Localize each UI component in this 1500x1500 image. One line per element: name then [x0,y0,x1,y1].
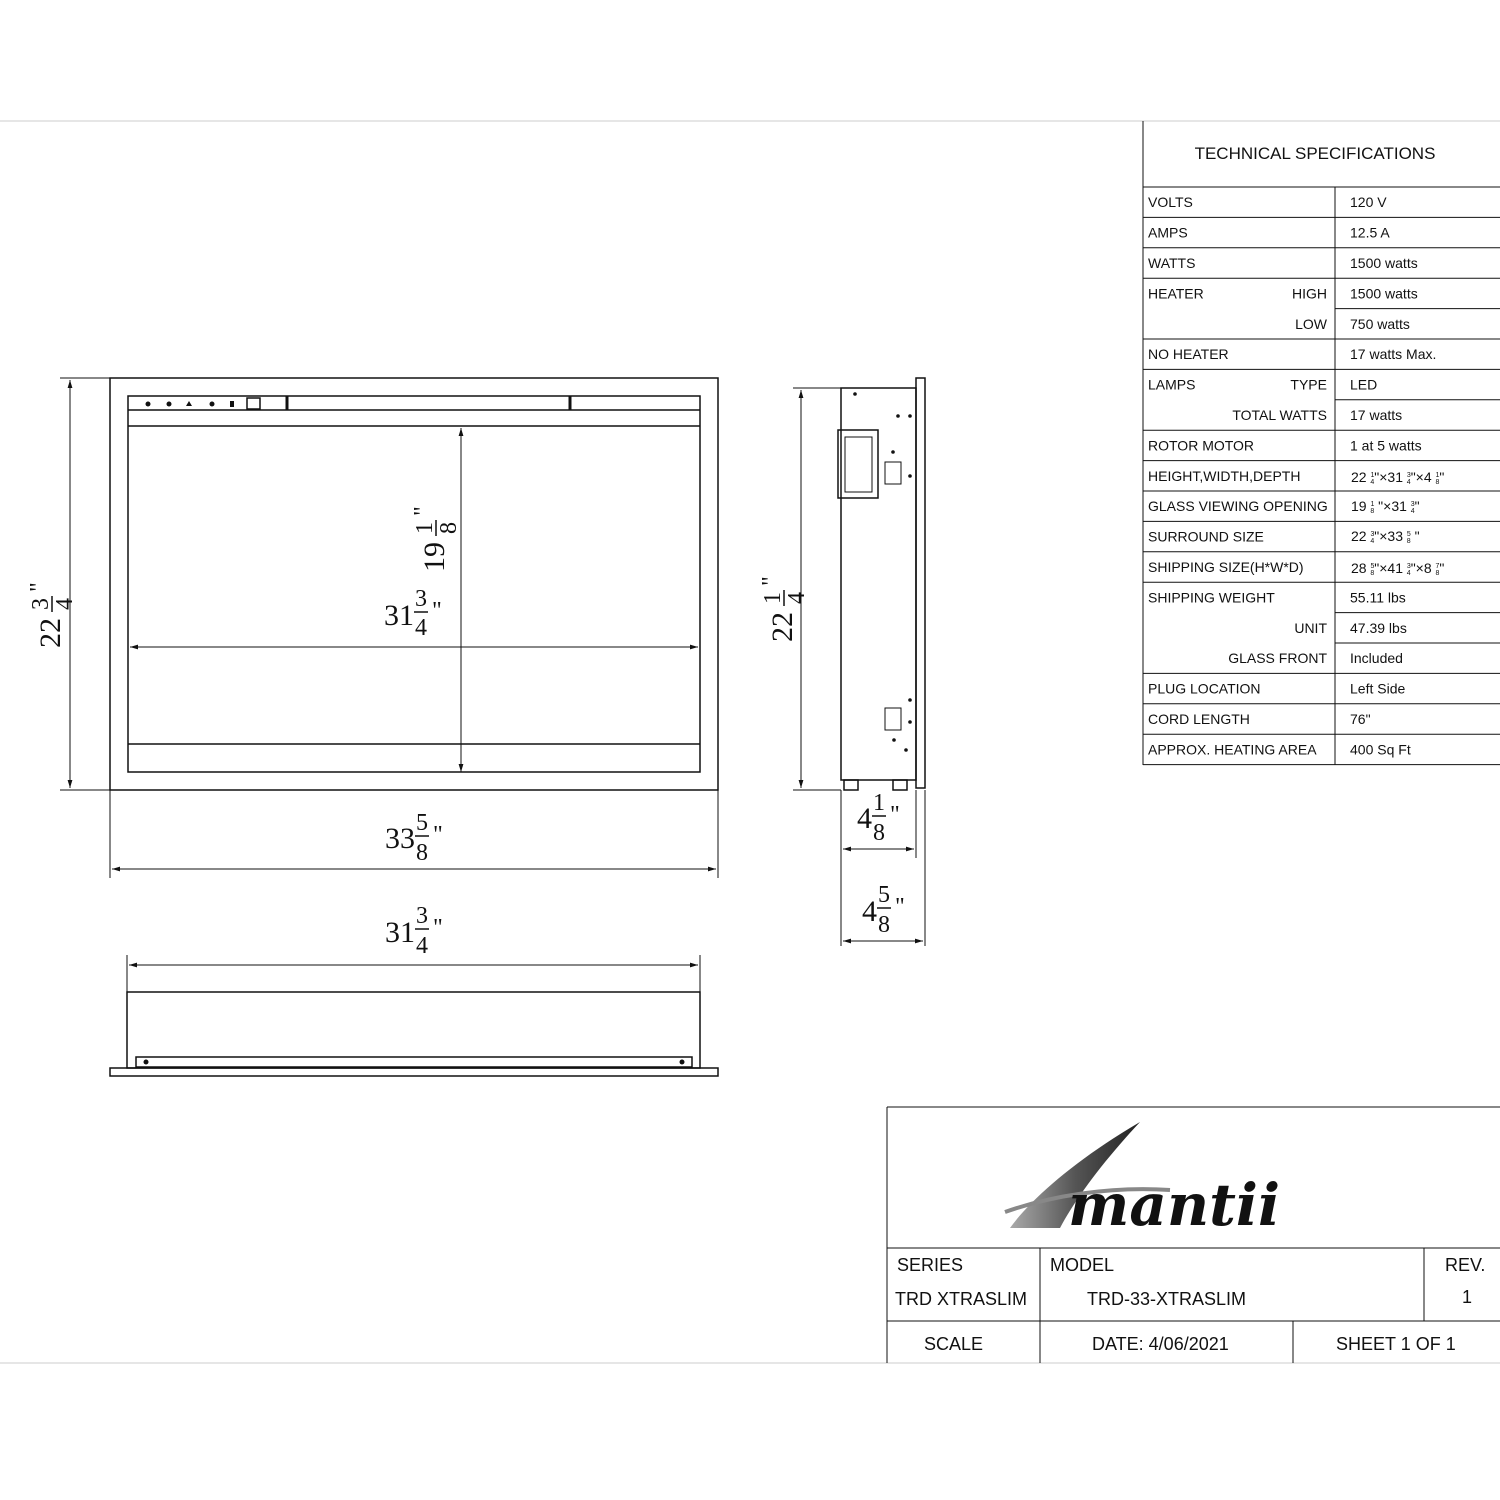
spec-row-label: APPROX. HEATING AREA [1148,741,1317,758]
top-view [110,955,718,1076]
overall-width-label [385,810,443,866]
spec-row-label: PLUG LOCATION [1148,680,1261,697]
screw-icon [892,738,896,742]
glass-width-den: 4 [415,615,427,641]
scale-label: SCALE [924,1334,984,1354]
model-label: MODEL [1050,1255,1115,1275]
front-height-den: 4 [52,598,78,610]
spec-row-value: 17 watts Max. [1350,346,1437,363]
series-value: TRD XTRASLIM [895,1289,1028,1309]
inch-mark: " [410,506,436,516]
overall-width-den: 8 [416,840,428,866]
logo-wordmark: mantii [1068,1171,1280,1239]
spec-row-label: HEIGHT,WIDTH,DEPTH [1148,467,1301,484]
spec-value-glass-opening: 19 $^1$ 8 "×31 $^3$ 4" [1351,498,1420,515]
front-view [110,378,718,790]
side-foot-right [893,780,907,790]
series-label: SERIES [897,1255,964,1275]
spec-row-value: Left Side [1350,680,1406,697]
glass-width-num: 3 [415,586,427,612]
top-width-whole: 31 [385,916,415,949]
side-foot-left [844,780,858,790]
rev-value: 1 [1462,1287,1473,1307]
spec-row-value: 750 watts [1350,315,1410,332]
screw-icon [144,1060,149,1065]
spec-row-label: SURROUND SIZE [1148,528,1264,545]
spec-table [1143,121,1500,765]
spec-row-value: 1500 watts [1350,255,1418,271]
top-width-num: 3 [416,903,428,929]
glass-height-num: 1 [412,522,438,534]
power-button-outline [247,398,260,409]
top-width-den: 4 [416,933,428,959]
side-screws [853,392,912,752]
inch-mark: " [26,582,52,592]
spec-row-value: 400 Sq Ft [1350,741,1411,758]
side-depth-den: 8 [873,820,885,846]
side-plug-inner [845,437,872,492]
spec-row-value: Included [1350,650,1403,667]
spec-row-sublabel: UNIT [1294,619,1327,636]
spec-row-value: 120 V [1350,194,1387,211]
inch-mark: " [895,894,905,920]
side-bracket-top [885,462,901,484]
control-icons [146,401,235,407]
spec-row-sublabel: LOW [1295,315,1327,332]
overall-width-num: 5 [416,810,428,836]
screw-icon [891,450,895,454]
screw-icon [908,414,912,418]
spec-row-label: CORD LENGTH [1148,711,1250,727]
spec-row-sublabel: HIGH [1292,285,1327,302]
top-view-glass-rail [136,1057,692,1067]
spec-row-value: 76" [1350,711,1371,727]
model-value: TRD-33-XTRASLIM [1087,1289,1247,1309]
screw-icon [904,748,908,752]
side-depth-num: 1 [873,790,885,816]
spec-row-sublabel: TOTAL WATTS [1232,407,1327,423]
spec-title: TECHNICAL SPECIFICATIONS [1194,144,1436,163]
spec-row-value: 55.11 lbs [1350,589,1406,606]
inch-mark: " [432,598,442,624]
spec-row-value: LED [1350,376,1378,393]
front-height-num: 3 [28,598,54,610]
side-depth-whole: 4 [857,802,872,835]
screw-icon [908,720,912,724]
screw-icon [896,414,900,418]
inch-mark: " [433,822,443,848]
side-dimension-lines [793,388,925,946]
side-height-num: 1 [760,592,786,604]
side-depth-label [857,790,900,846]
spec-row-label: LAMPS [1148,376,1196,393]
screw-icon [908,474,912,478]
screw-icon [908,698,912,702]
spec-fraction-values [1351,469,1444,577]
side-height-whole: 22 [766,612,799,642]
glass-height-whole: 19 [418,542,451,572]
spec-value-hwd: 22 $^1$ 4"×31 $^3$ 4"×4 $^1$ 8" [1351,469,1445,486]
side-view [838,378,925,790]
drawing-date: DATE: 4/06/2021 [1092,1334,1229,1354]
screw-icon [853,392,857,396]
front-surround [110,378,718,790]
spec-row-label: SHIPPING SIZE(H*W*D) [1148,559,1304,575]
side-height-den: 4 [784,592,810,604]
spec-row-value: 12.5 A [1350,224,1390,241]
inch-mark: " [433,915,443,941]
brand-logo [1005,1122,1280,1239]
spec-row-label: AMPS [1148,224,1188,241]
spec-row-label: VOLTS [1148,194,1193,211]
side-bracket-bottom [885,708,901,730]
top-view-surround [110,1068,718,1076]
glass-height-den: 8 [436,522,462,534]
glass-width-whole: 31 [384,599,414,632]
heater-icon [186,401,192,406]
spec-row-value: 47.39 lbs [1350,619,1407,636]
spec-row-value: 17 watts [1350,407,1403,423]
inch-mark: " [758,576,784,586]
spec-row-label: HEATER [1148,285,1204,302]
spec-value-surround: 22 $^3$ 4"×33 $^5$ 8 " [1351,528,1420,545]
sheet-number: SHEET 1 OF 1 [1336,1334,1456,1354]
glass-height-label [410,506,462,572]
rev-label: REV. [1445,1255,1486,1275]
spec-row-sublabel: GLASS FRONT [1228,650,1327,667]
flame-icon [167,402,172,407]
light-icon [230,401,234,407]
side-surround-flange [916,378,925,788]
overall-width-whole: 33 [385,822,415,855]
side-height-label [758,576,810,642]
spec-row-value: 1 at 5 watts [1350,437,1422,454]
side-overall-depth-label [862,882,905,938]
spec-row-label: WATTS [1148,255,1196,271]
screw-icon [680,1060,685,1065]
spec-row-label: ROTOR MOTOR [1148,437,1255,454]
spec-row-label: SHIPPING WEIGHT [1148,589,1275,606]
side-overall-depth-num: 5 [878,882,890,908]
front-height-whole: 22 [34,618,67,648]
side-overall-depth-whole: 4 [862,895,877,928]
front-inner-frame [128,396,700,772]
spec-value-shipping-size: 28 $^5$ 8"×41 $^3$ 4"×8 $^7$ 8" [1351,560,1445,577]
inch-mark: " [890,802,900,828]
side-overall-depth-den: 8 [878,912,890,938]
control-dot-icon [146,402,151,407]
timer-icon [210,402,215,407]
spec-row-value: 1500 watts [1350,285,1418,302]
spec-row-label: NO HEATER [1148,346,1229,363]
spec-row-label: GLASS VIEWING OPENING [1148,498,1328,515]
top-width-label [385,903,443,959]
spec-row-sublabel: TYPE [1290,376,1327,393]
glass-width-label [384,586,442,641]
